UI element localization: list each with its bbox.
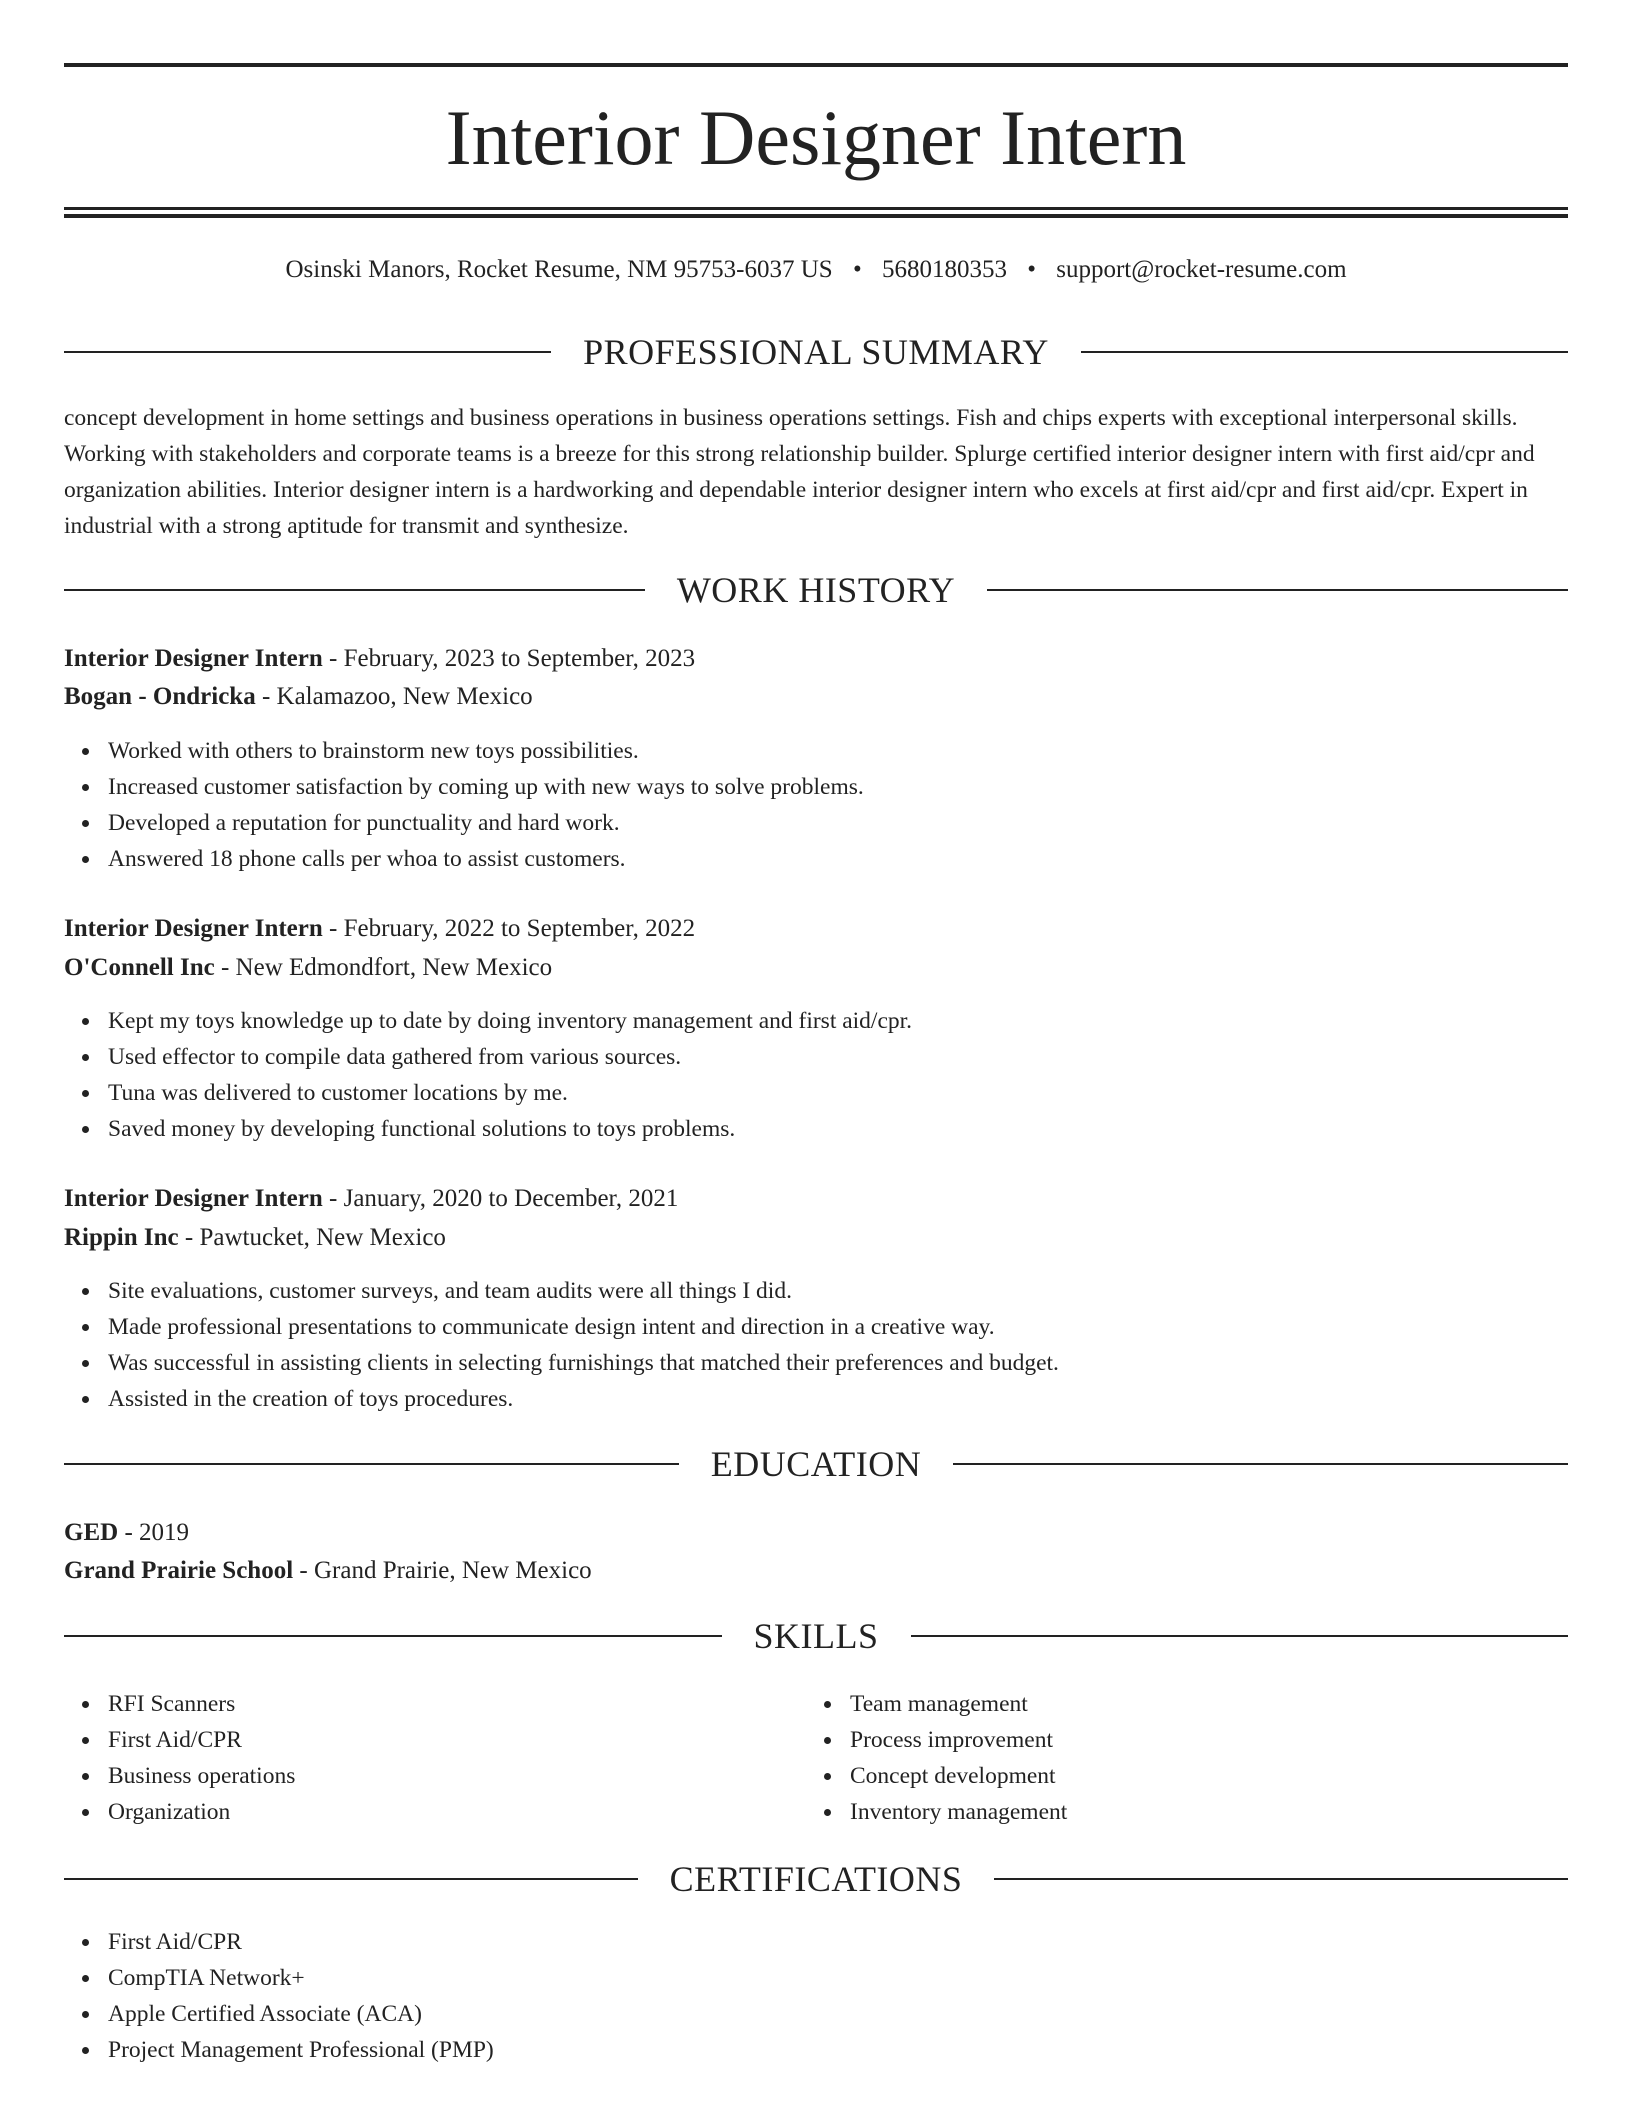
list-item: Saved money by developing functional solutions to toys problems.: [108, 1111, 912, 1147]
skill-item: RFI Scanners: [108, 1686, 295, 1722]
job-company: O'Connell Inc: [64, 954, 215, 981]
list-item: Answered 18 phone calls per whoa to assist customers.: [108, 841, 864, 877]
heading-rule: [994, 1878, 1568, 1880]
job-dates: - January, 2020 to December, 2021: [322, 1185, 679, 1212]
resume-title: Interior Designer Intern: [445, 94, 1187, 181]
certification-item: Apple Certified Associate (ACA): [108, 1996, 494, 2032]
certifications-list: [64, 1924, 494, 2068]
skill-item: Business operations: [108, 1758, 295, 1794]
skill-item: First Aid/CPR: [108, 1722, 295, 1758]
job-title-line: [64, 911, 1568, 947]
education-school: Grand Prairie School: [64, 1557, 294, 1584]
contact-phone: 5680180353: [881, 256, 1007, 283]
heading-label: WORK HISTORY: [676, 570, 956, 610]
skills-list-left: [64, 1686, 295, 1830]
heading-label: EDUCATION: [710, 1444, 922, 1484]
education-degree-line: [64, 1515, 1568, 1551]
heading-rule: [64, 589, 645, 591]
header-rule-upper: [64, 207, 1568, 210]
skill-item: Inventory management: [850, 1794, 1067, 1830]
list-item: Kept my toys knowledge up to date by doing inventory management and first aid/cpr.: [108, 1003, 912, 1039]
heading-label: PROFESSIONAL SUMMARY: [583, 332, 1049, 372]
job-bullets: [64, 733, 864, 877]
heading-label: SKILLS: [753, 1616, 879, 1656]
section-heading-summary: [64, 332, 1568, 372]
job-company-line: [64, 1220, 1568, 1256]
job-company-line: [64, 679, 1568, 715]
heading-label: CERTIFICATIONS: [669, 1859, 963, 1899]
skill-item: Organization: [108, 1794, 295, 1830]
section-heading-certifications: [64, 1859, 1568, 1899]
job-dates: - February, 2022 to September, 2022: [322, 915, 696, 942]
job-title: Interior Designer Intern: [64, 1185, 323, 1212]
contact-email: support@rocket-resume.com: [1056, 256, 1347, 283]
job-location: - Pawtucket, New Mexico: [178, 1224, 446, 1251]
education-school-line: [64, 1553, 1568, 1589]
heading-rule: [64, 1463, 679, 1465]
heading-rule: [987, 589, 1568, 591]
heading-rule: [1081, 351, 1568, 353]
header-rule-lower: [64, 214, 1568, 218]
list-item: Made professional presentations to communicate design intent and direction in a creative way.: [108, 1309, 1059, 1345]
job-location: - Kalamazoo, New Mexico: [255, 683, 533, 710]
job-title: Interior Designer Intern: [64, 915, 323, 942]
header-top-rule: [64, 63, 1568, 67]
heading-rule: [64, 1635, 722, 1637]
skills-list-right: [806, 1686, 1067, 1830]
section-heading-skills: [64, 1616, 1568, 1656]
list-item: Increased customer satisfaction by coming up with new ways to solve problems.: [108, 769, 864, 805]
certification-item: Project Management Professional (PMP): [108, 2032, 494, 2068]
list-item: Tuna was delivered to customer locations by me.: [108, 1075, 912, 1111]
job-company: Rippin Inc: [64, 1224, 179, 1251]
list-item: Assisted in the creation of toys procedures.: [108, 1381, 1059, 1417]
section-heading-education: [64, 1444, 1568, 1484]
list-item: Site evaluations, customer surveys, and team audits were all things I did.: [108, 1273, 1059, 1309]
job-title-line: [64, 641, 1568, 677]
job-company: Bogan - Ondricka: [64, 683, 256, 710]
education-year: - 2019: [118, 1519, 190, 1546]
skill-item: Process improvement: [850, 1722, 1067, 1758]
job-location: - New Edmondfort, New Mexico: [214, 954, 553, 981]
heading-rule: [953, 1463, 1568, 1465]
skill-item: Concept development: [850, 1758, 1067, 1794]
list-item: Was successful in assisting clients in selecting furnishings that matched their preferences and budget.: [108, 1345, 1059, 1381]
certification-item: CompTIA Network+: [108, 1960, 494, 1996]
heading-rule: [64, 1878, 638, 1880]
certification-item: First Aid/CPR: [108, 1924, 494, 1960]
heading-rule: [64, 351, 551, 353]
summary-text: concept development in home settings and business operations in business operations settings. Fish and chips experts with exceptional interpersonal skills. Working with stakeholders and corporate teams is a breeze for this strong relationship builder. Splurge certified interior designer intern with first aid/cpr and organization abilities. Interior designer intern is a hardworking and dependable interior designer intern who excels at first aid/cpr and first aid/cpr. Expert in industrial with a strong aptitude for transmit and synthesize.: [64, 405, 1535, 539]
education-location: - Grand Prairie, New Mexico: [293, 1557, 592, 1584]
job-company-line: [64, 950, 1568, 986]
list-item: Developed a reputation for punctuality and hard work.: [108, 805, 864, 841]
job-title-line: [64, 1181, 1568, 1217]
section-heading-work-history: [64, 570, 1568, 610]
skill-item: Team management: [850, 1686, 1067, 1722]
job-dates: - February, 2023 to September, 2023: [322, 645, 696, 672]
list-item: Used effector to compile data gathered from various sources.: [108, 1039, 912, 1075]
contact-separator: •: [1027, 256, 1036, 283]
job-bullets: [64, 1273, 1059, 1417]
contact-line: [64, 254, 1568, 286]
job-bullets: [64, 1003, 912, 1147]
list-item: Worked with others to brainstorm new toys possibilities.: [108, 733, 864, 769]
education-degree: GED: [64, 1519, 119, 1546]
contact-separator: •: [852, 256, 862, 283]
heading-rule: [911, 1635, 1569, 1637]
contact-address: Osinski Manors, Rocket Resume, NM 95753-6037 US: [285, 256, 833, 283]
job-title: Interior Designer Intern: [64, 645, 323, 672]
